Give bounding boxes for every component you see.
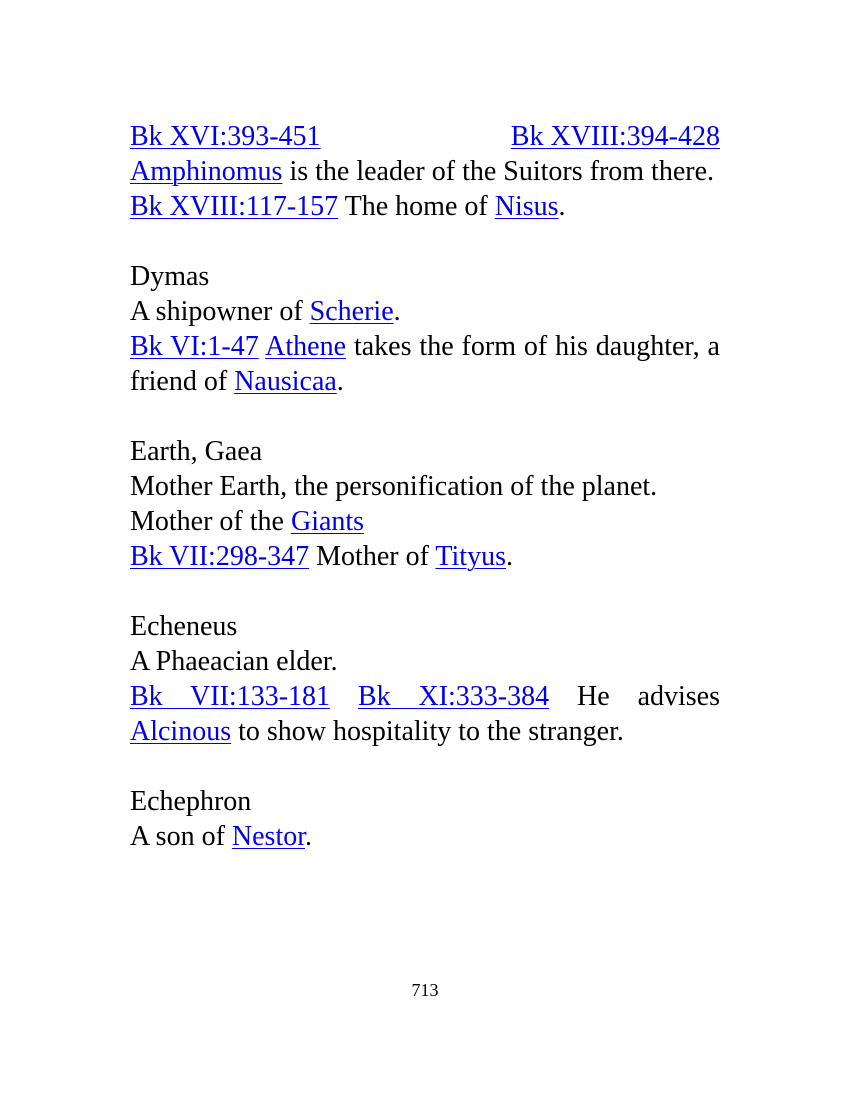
entry-heading: Earth, Gaea: [130, 436, 263, 467]
name-link-athene[interactable]: Athene: [265, 331, 347, 362]
entry-heading: Echeneus: [130, 611, 238, 642]
ref-link[interactable]: Bk XVIII:117-157: [130, 191, 339, 222]
page-number: 713: [411, 980, 439, 1000]
name-link-giants[interactable]: Giants: [290, 506, 365, 537]
ref-link[interactable]: Bk XVI:393-451: [130, 121, 321, 152]
entry-heading: Echephron: [130, 786, 252, 817]
entry-heading: Dymas: [130, 261, 210, 292]
ref-link[interactable]: Bk VII:133-181: [130, 681, 331, 712]
entry-description: Mother Earth, the personification of the planet.: [130, 471, 658, 502]
entry-text: Bk XVIII:117-157 The home of Nisus.: [130, 191, 566, 222]
name-link-nisus[interactable]: Nisus: [494, 191, 559, 222]
entry-text: Amphinomus is the leader of the Suitors from there.: [130, 156, 715, 187]
entry-text: Bk VII:298-347 Mother of Tityus.: [130, 541, 513, 572]
entry-description: Mother of the Giants: [130, 506, 365, 537]
document-body: [130, 119, 720, 854]
entry-description: A shipowner of Scherie.: [130, 296, 401, 327]
name-link-alcinous[interactable]: Alcinous: [130, 716, 232, 747]
ref-link[interactable]: Bk XVIII:394-428: [510, 121, 720, 152]
ref-link[interactable]: Bk XI:333-384: [357, 681, 550, 712]
ref-line: [130, 119, 720, 154]
name-link-amphinomus[interactable]: Amphinomus: [130, 156, 283, 187]
name-link-scherie[interactable]: Scherie: [309, 296, 394, 327]
entry-text: Bk VI:1-47 Athene takes the form of his daughter, a friend of Nausicaa.: [130, 331, 720, 397]
ref-link[interactable]: Bk VI:1-47: [130, 331, 259, 362]
name-link-nestor[interactable]: Nestor: [231, 821, 306, 852]
entry-text: Bk VII:133-181 Bk XI:333-384 He advises Alcinous to show hospitality to the stranger.: [130, 681, 720, 747]
entry-description: A Phaeacian elder.: [130, 646, 338, 677]
name-link-nausicaa[interactable]: Nausicaa: [234, 366, 337, 397]
entry-description: A son of Nestor.: [130, 821, 313, 852]
ref-link[interactable]: Bk VII:298-347: [130, 541, 310, 572]
name-link-tityus[interactable]: Tityus: [435, 541, 506, 572]
